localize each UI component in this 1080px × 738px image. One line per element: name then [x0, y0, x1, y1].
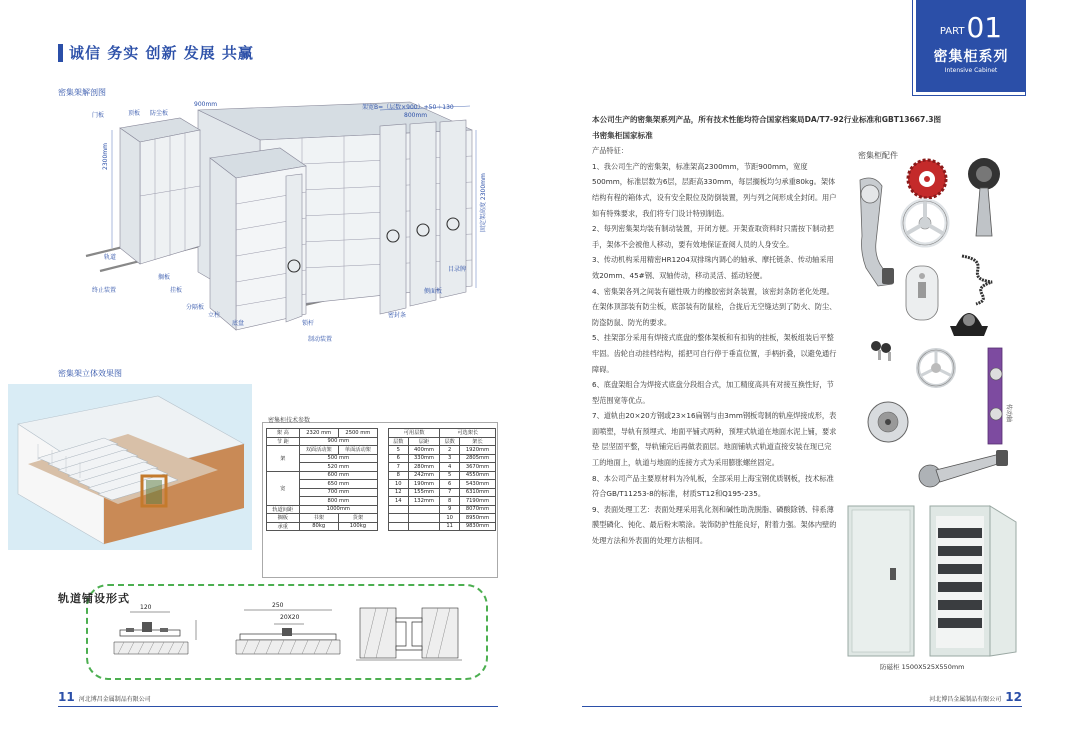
middle-shelving	[210, 148, 306, 330]
table-row	[389, 488, 496, 497]
rail-figure-3	[356, 600, 462, 666]
spec2-body	[389, 446, 496, 531]
table-cell: 7	[389, 463, 409, 472]
small-wheel-image	[914, 346, 958, 390]
table-cell: 搁板	[267, 514, 300, 523]
parts-title: 密集柜配件	[858, 151, 898, 160]
table-cell: 架长	[459, 437, 495, 446]
callout-height: 2300mm	[102, 143, 109, 170]
table-cell	[389, 505, 409, 514]
table-cell	[408, 505, 440, 514]
slogan-bar	[58, 44, 63, 62]
callout-top: 顶板	[128, 110, 141, 117]
table-cell: 8070mm	[459, 505, 495, 514]
table-row	[389, 505, 496, 514]
callout-handle: 目录牌	[448, 266, 467, 273]
table-cell	[408, 522, 440, 531]
table-cell: 2	[440, 446, 460, 455]
table-cell: 3	[440, 454, 460, 463]
paragraph: 6、底盘架组合为焊接式底盘分段组合式，加工精度高具有对接互换性好，节型范围宽等优点。	[592, 380, 834, 405]
callout-base: 底盘	[232, 320, 245, 327]
rail-dim-250: 250	[272, 602, 284, 609]
table-cell: 5430mm	[459, 480, 495, 489]
table-cell: 11	[440, 522, 460, 531]
crank-handle-image	[848, 172, 900, 290]
spec-table-2	[388, 428, 496, 531]
table-cell: 1000mm	[299, 505, 377, 514]
callout-rail: 轨道	[104, 254, 117, 261]
drive-shaft-image	[982, 344, 1012, 448]
table-row	[267, 446, 378, 455]
callout-hang: 挂板	[170, 287, 183, 294]
table-row	[389, 480, 496, 489]
part-title: 密集柜系列	[933, 49, 1009, 65]
table-cell: 100kg	[338, 522, 377, 531]
table-cell: 500 mm	[299, 454, 377, 463]
paragraph: 7、道轨由20×20方钢或23×16扁钢与由3mm钢板弯制的轨座焊接成形，表面喷塑，导轨有预埋式、地面平铺式两种，预埋式轨道在地面水泥上铺，要求垫 层坚固平整，导轨铺完后再做表面层。地面铺轨式轨道直接安装在现已完工的地面上，轨道与地面的连接方式为采用膨胀螺丝固定。	[592, 411, 837, 468]
table-cell: 5	[389, 446, 409, 455]
table-cell: 8950mm	[459, 514, 495, 523]
crank-arm-image	[916, 446, 1012, 494]
callout-dust: 防尘板	[150, 110, 169, 117]
table-cell: 2805mm	[459, 454, 495, 463]
brake-handle-image	[958, 154, 1010, 246]
callout-lock: 锁杆	[302, 320, 315, 327]
table-row	[267, 522, 378, 531]
footer-left	[58, 690, 151, 704]
exploded-diagram	[80, 96, 500, 346]
table-cell: 承重	[267, 522, 300, 531]
table-cell	[408, 514, 440, 523]
table-cell: 80kg	[299, 522, 338, 531]
cabinet-closed-image	[846, 504, 920, 660]
table-cell: 280mm	[408, 463, 440, 472]
table-row	[389, 522, 496, 531]
table-cell: 1920mm	[459, 446, 495, 455]
table-row	[267, 505, 378, 514]
table-cell: 双面活动架	[299, 446, 338, 455]
table-cell: 800 mm	[299, 497, 377, 506]
callout-divider: 分隔板	[186, 304, 205, 311]
table-cell: 可选架长	[440, 429, 496, 438]
callout-door: 门板	[92, 112, 105, 119]
table-cell: 400mm	[408, 446, 440, 455]
rail-dim-120: 120	[140, 604, 152, 611]
table-cell: 9830mm	[459, 522, 495, 531]
table-cell: 9	[440, 505, 460, 514]
table-row	[389, 446, 496, 455]
lock-plate-image	[900, 262, 944, 324]
table-cell: 架 高	[267, 429, 300, 438]
table-row	[389, 497, 496, 506]
pulley-image	[864, 398, 912, 446]
table-row	[389, 463, 496, 472]
callout-stopper: 终止装置	[92, 287, 117, 294]
callout-shelf: 搁板	[158, 274, 171, 281]
part-badge	[916, 0, 1026, 92]
table-cell: 700 mm	[299, 488, 377, 497]
table-cell: 4550mm	[459, 471, 495, 480]
table-row	[389, 454, 496, 463]
bearing-block-image	[946, 300, 992, 340]
table-cell: 12	[389, 488, 409, 497]
table-cell: 132mm	[408, 497, 440, 506]
paragraph: 5、挂架部分采用有焊接式底盘的整体架板和有扣钩的挂板，架板组装后平整牢固。齿轮自动挂档结构，摇把可自行停于垂直位置，手柄折叠，以避免通行障碍。	[592, 333, 837, 374]
table-cell: 190mm	[408, 480, 440, 489]
intro-line-1: 本公司生产的密集架系列产品，所有技术性能均符合国家档案局DA/T7-92行业标准和GBT13667.3图	[592, 115, 942, 124]
paragraph: 2、每列密集架均装有制动装置，开闭方便。开架查取资料时只需按下制动把手，架体不会被他人移动，要有效地保证查阅人员的人身安全。	[592, 224, 834, 249]
paragraph: 1、我公司生产的密集架，标准架高2300mm，节距900mm，宽度500mm，标准层数为6层，层距高330mm，每层搁板均匀承重80kg。架体结构有程的箱体式，设有安全限位及防倒装置，列与列之间形成全封闭。用户如有特殊要求，我们将专门设计特别制造。	[592, 161, 837, 218]
slogan	[58, 42, 254, 63]
paragraph: 4、密集架各列之间装有磁性吸力的橡胶密封条装置，该密封条防老化处理。在架体顶部装有防尘板，底部装有防鼠栓，合拢后无空缝达到了防火、防尘、防盗防鼠、防光的要求。	[592, 286, 837, 327]
room-rendering	[8, 384, 252, 550]
table-cell: 650 mm	[299, 480, 377, 489]
table-row	[389, 437, 496, 446]
page-number-right: 12	[1005, 690, 1022, 704]
rail-figure-1	[112, 600, 212, 664]
table-row	[267, 471, 378, 480]
company-right: 河北博昌金属制品有限公司	[929, 696, 1002, 703]
paragraph: 9、表面处理工艺：表面处理采用乳化剂和碱性助洗脱脂、磷酸除锈、锌系薄膜型磷化、钝化、最后粉末喷涂。装饰防护性能良好，附着力强。架体内壁的处理方法和外表面的处理方法相同。	[592, 504, 837, 546]
table-cell: 6310mm	[459, 488, 495, 497]
table-cell: 架	[267, 446, 300, 472]
table-cell: 10	[440, 514, 460, 523]
drive-shaft-label: 传动轴	[1005, 404, 1012, 423]
callout-right-height: 固定架高度 2300mm	[480, 173, 487, 232]
table-cell: 8	[389, 471, 409, 480]
part-heading	[916, 11, 1026, 44]
cabinet-open-image	[928, 504, 1022, 660]
table-cell: 层数	[389, 437, 409, 446]
hand-wheel-image	[898, 196, 952, 250]
table-row	[389, 471, 496, 480]
table-cell: 7190mm	[459, 497, 495, 506]
table-cell: 10	[389, 480, 409, 489]
spec-caption: 密集柜技术参数	[268, 417, 311, 424]
paragraph: 8、本公司产品主要原材料为冷轧板，全部采用上海宝钢优质钢板，技术标准符合GB/T11253-8的标准，材质ST12和Q195-235。	[592, 473, 834, 499]
table-cell: 330mm	[408, 454, 440, 463]
table-cell: 书架	[299, 514, 338, 523]
table-cell: 900 mm	[299, 437, 377, 446]
table-cell	[389, 522, 409, 531]
company-left: 河北博昌金属制品有限公司	[78, 696, 151, 703]
table-row	[267, 437, 378, 446]
table-row	[389, 514, 496, 523]
table-cell: 8	[440, 497, 460, 506]
footer-right	[929, 690, 1022, 704]
features-title: 产品特征：	[592, 146, 628, 156]
table-cell: 货架	[338, 514, 377, 523]
spec-table-1	[266, 428, 378, 531]
table-cell	[389, 514, 409, 523]
table-cell: 155mm	[408, 488, 440, 497]
callout-post: 立柱	[208, 312, 221, 319]
chain-image	[956, 252, 1000, 306]
callout-width-formula: 架宽B=（层数×900）+50＋130	[362, 104, 454, 111]
table-cell: 600 mm	[299, 471, 377, 480]
callout-depth: 800mm	[404, 112, 428, 119]
footer-rule-right	[582, 706, 1022, 707]
table-cell: 6	[440, 480, 460, 489]
front-cabinet	[120, 118, 200, 264]
table-cell: 可用层数	[389, 429, 440, 438]
paragraph: 3、传动机构采用精密HR1204双排珠内调心的轴承、摩托链条、传动轴采用效20mm、45#钢、双轴传动，移动灵活、摇动轻便。	[592, 255, 834, 280]
slogan-text: 诚信 务实 创新 发展 共赢	[69, 44, 254, 62]
table-cell: 520 mm	[299, 463, 377, 472]
keys-image	[868, 338, 896, 362]
explode-title: 密集架解剖图	[58, 88, 106, 97]
table-cell: 单面活动架	[338, 446, 377, 455]
part-word: PART	[939, 26, 965, 37]
table-cell: 层距	[408, 437, 440, 446]
footer-rule-left	[58, 706, 498, 707]
table-cell: 3670mm	[459, 463, 495, 472]
table-cell: 节 距	[267, 437, 300, 446]
table-row	[389, 429, 496, 438]
table-row	[267, 514, 378, 523]
table-cell: 轨道间距	[267, 505, 300, 514]
table-cell: 6	[389, 454, 409, 463]
page-number-left: 11	[58, 690, 75, 704]
callout-side: 侧面板	[424, 288, 443, 295]
table-cell: 2500 mm	[338, 429, 377, 438]
table-cell: 7	[440, 488, 460, 497]
table-cell: 4	[440, 463, 460, 472]
rail-title: 轨道铺设形式	[58, 592, 130, 605]
part-subtitle: Intensive Cabinet	[944, 67, 998, 74]
table-cell: 2320 mm	[299, 429, 338, 438]
table-cell: 5	[440, 471, 460, 480]
room-title: 密集架立体效果图	[58, 369, 122, 378]
rail-figure-2	[234, 600, 344, 664]
callout-900: 900mm	[194, 101, 218, 108]
part-number: 01	[966, 11, 1003, 44]
table-cell: 14	[389, 497, 409, 506]
table-cell: 层数	[440, 437, 460, 446]
table-row	[267, 429, 378, 438]
cabinet-caption: 防磁柜 1500X525X550mm	[880, 663, 965, 671]
table-cell: 宽	[267, 471, 300, 505]
callout-seal: 密封条	[388, 312, 407, 319]
intro-line-2: 书密集柜国家标准	[592, 130, 653, 140]
table-cell: 242mm	[408, 471, 440, 480]
rail-dim-20x20: 20X20	[280, 614, 300, 621]
callout-brake: 制动装置	[308, 336, 333, 343]
